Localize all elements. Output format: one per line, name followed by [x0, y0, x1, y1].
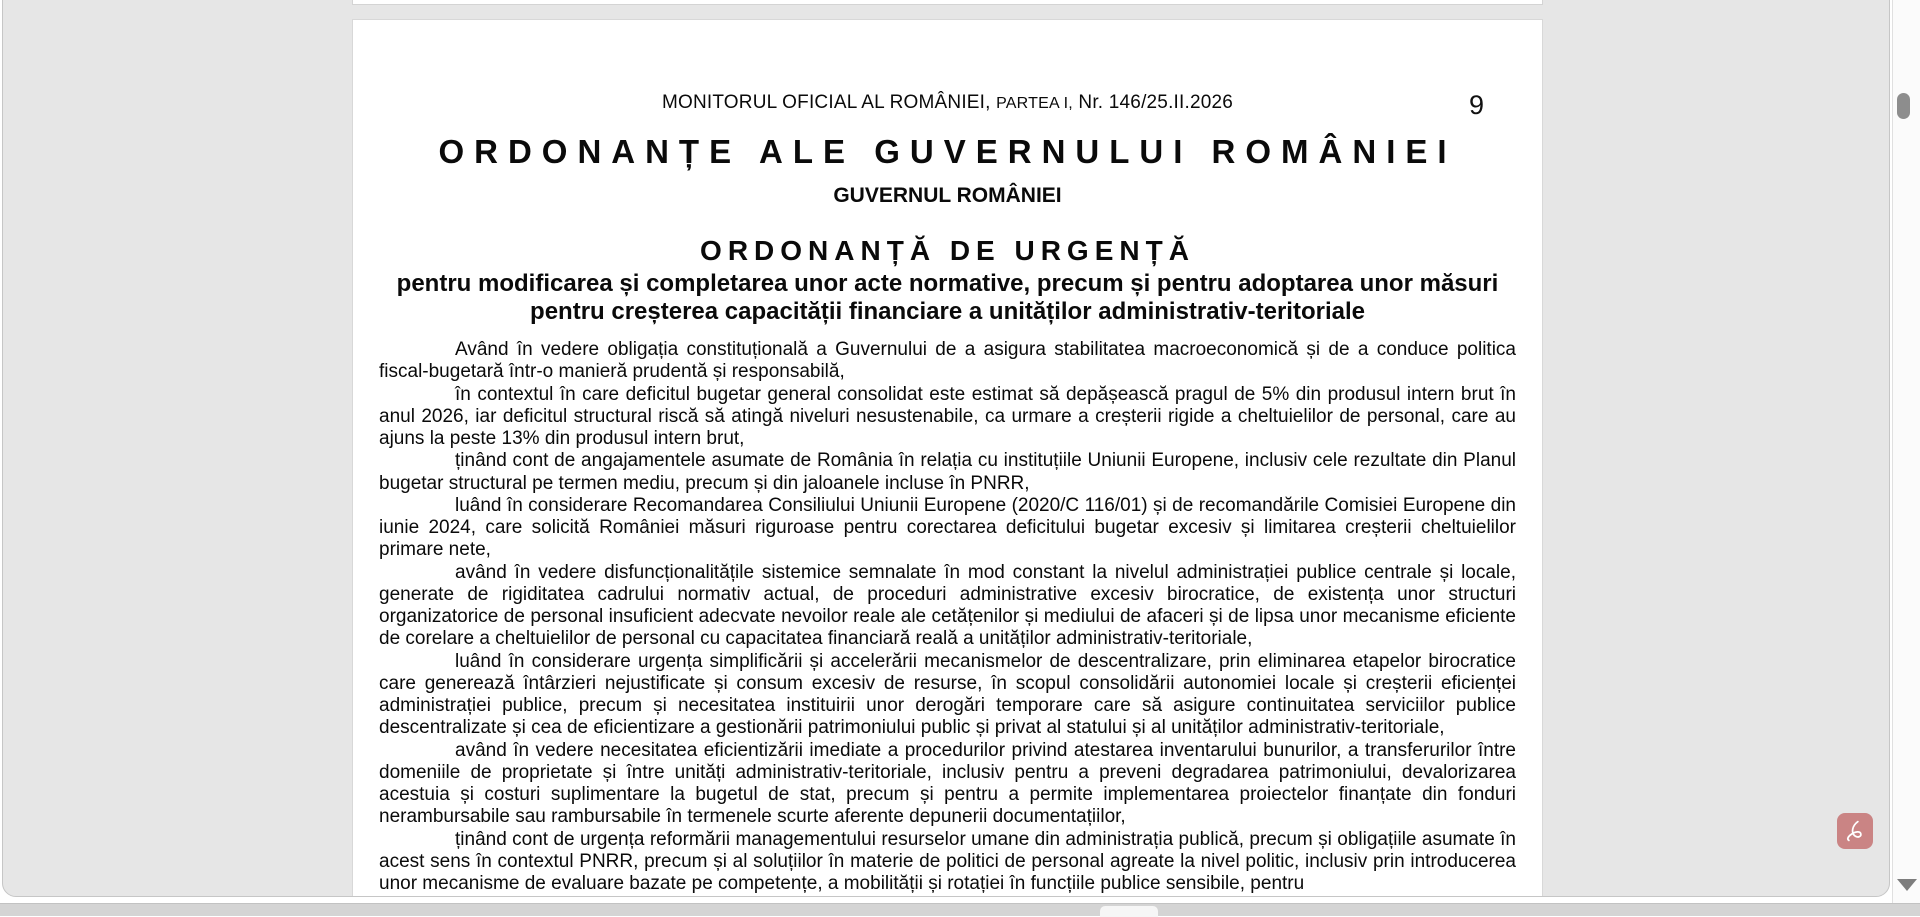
act-subtitle-line2: pentru creșterea capacității financiare a unităților administrativ-teritoriale	[530, 298, 1365, 325]
journal-header	[379, 92, 1516, 114]
document-page	[352, 19, 1543, 897]
preamble-paragraph: Având în vedere obligația constituțională a Guvernului de a asigura stabilitatea macroeconomică și de a conduce politica fiscal-bugetară într-o manieră prudentă și responsabilă,	[379, 339, 1516, 383]
act-subtitle-line1: pentru modificarea și completarea unor acte normative, precum și pentru adoptarea unor măsuri	[396, 270, 1499, 297]
journal-part: PARTEA I,	[996, 95, 1073, 112]
vertical-scrollbar[interactable]	[1892, 0, 1920, 916]
preamble-paragraph: având în vedere disfuncționalitățile sistemice semnalate în mod constant la nivelul administrației publice centrale și locale, generate de rigiditatea cadrului normativ actual, de proceduri administrative excesiv birocratice, de existența unor structuri organizatorice de personal insuficient adecvate nevoilor reale ale cetățenilor și mediului de afaceri și de lipsa unor mecanisme eficiente de corelare a cheltuielilor de personal cu capacitatea financiară reală a unităților administrativ-teritoriale,	[379, 561, 1516, 650]
adobe-pdf-icon[interactable]	[1837, 813, 1873, 849]
preamble-paragraph: luând în considerare Recomandarea Consiliului Uniunii Europene (2020/C 116/01) și de recomandările Comisiei Europene din iunie 2024, care solicită României măsuri riguroase pentru corectarea deficitului bugetar excesiv și limitarea creșterii cheltuielilor primare nete,	[379, 494, 1516, 561]
pdf-viewer-panel	[2, 0, 1890, 897]
acrobat-swirl-icon	[1842, 818, 1868, 844]
journal-issue: Nr. 146/25.II.2026	[1078, 92, 1234, 113]
preamble-paragraph: în contextul în care deficitul bugetar general consolidat este estimat să depășească pragul de 5% din produsul intern brut în anul 2026, iar deficitul structural riscă să atingă niveluri nesustenabile, ca urmare a creșterii rigide a cheltuielilor de personal, care au ajuns la peste 13% din produsul intern brut,	[379, 383, 1516, 449]
horizontal-scrollbar[interactable]	[0, 903, 1920, 916]
horizontal-scrollbar-thumb[interactable]	[1100, 906, 1158, 917]
act-subtitle	[379, 270, 1516, 326]
preamble-paragraph: ținând cont de urgența reformării managementului resurselor umane din administrația publică, precum și obligațiile asumate în acest sens în contextul PNRR, precum și al soluțiilor în materie de politici de personal agreate la nivel politic, inclusiv prin introducerea unor mecanisme de evaluare bazate pe competențe, a mobilității și rotației în funcțiile publice sensibile, pentru	[379, 828, 1516, 894]
preamble-paragraph: având în vedere necesitatea eficientizării imediate a procedurilor privind atestarea inventarului bunurilor, a transferurilor între domeniile de proprietate și între unități administrativ-teritoriale, inclusiv pentru a preveni degradarea patrimoniului, devalorizarea acestuia și costuri suplimentare la bugetul de stat, precum și pentru a permite implementarea proiectelor finanțate din fonduri nerambursabile sau rambursabile în termenele scurte aferente depunerii documentațiilor,	[379, 739, 1516, 828]
previous-page-edge	[352, 0, 1543, 5]
preamble-paragraph: luând în considerare urgența simplificării și accelerării mecanismelor de descentralizare, prin eliminarea etapelor birocratice care generează întârzieri nejustificate și consum excesiv de resurse, în scopul consolidării autonomiei locale și creșterii eficienței administrației publice, precum și necesitatea instituirii unor derogări temporare care să asigure continuitatea serviciilor publice descentralizate și cea de eficientizare a gestionării patrimoniului public și privat al statului și al unităților administrativ-teritoriale,	[379, 650, 1516, 739]
section-title: ORDONANȚE ALE GUVERNULUI ROMÂNIEI	[438, 133, 1457, 170]
preamble-paragraph: ținând cont de angajamentele asumate de România în relația cu instituțiile Uniunii Europene, inclusiv cele rezultate din Planul bugetar structural pe termen mediu, precum și din jaloanele incluse în PNRR,	[379, 450, 1516, 494]
act-type-title: ORDONANȚĂ DE URGENȚĂ	[700, 235, 1195, 266]
journal-title: MONITORUL OFICIAL AL ROMÂNIEI,	[661, 92, 991, 113]
page-number: 9	[1468, 90, 1484, 120]
issuer-title: GUVERNUL ROMÂNIEI	[833, 184, 1062, 207]
act-preamble	[379, 339, 1516, 895]
scroll-down-arrow-icon[interactable]	[1897, 879, 1917, 891]
vertical-scrollbar-thumb[interactable]	[1897, 93, 1910, 119]
